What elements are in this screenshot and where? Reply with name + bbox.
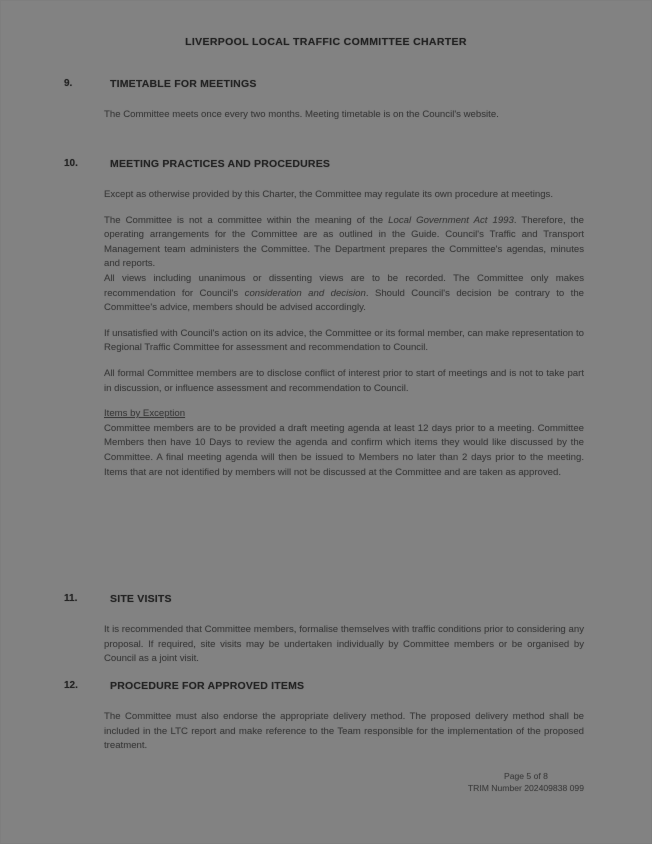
section-10-number: 10. bbox=[64, 158, 78, 169]
section-12-heading bbox=[0, 680, 652, 696]
act-ref-tail: . Therefore, the operating arrangements for the Committee are as outlined in the Guide. Council's Traffic and Transport Management team administers the Committee. The Department prepares the Committee's agendas, minutes and reports. bbox=[104, 214, 585, 270]
consideration-italic: consideration and decision bbox=[244, 287, 366, 299]
act-ref-lead: The Committee is not a committee within the meaning of the bbox=[104, 214, 389, 226]
section-11-body bbox=[104, 623, 584, 678]
section-12-number: 12. bbox=[64, 680, 78, 691]
trim-number-label: TRIM Number 202409838 099 bbox=[467, 782, 584, 793]
section-9-body bbox=[104, 108, 584, 134]
paragraph: The Committee must also endorse the appropriate delivery method. The proposed delivery method shall be included in the LTC report and make reference to the Team responsible for the implementation of the proposed treatment. bbox=[104, 711, 584, 752]
section-11-heading bbox=[0, 593, 652, 609]
page-number-label: Page 5 of 8 bbox=[503, 771, 548, 781]
section-10-heading bbox=[0, 158, 652, 174]
section-10 bbox=[0, 158, 652, 478]
paragraph: Except as otherwise provided by this Charter, the Committee may regulate its own procedure at meetings. bbox=[104, 189, 553, 200]
paragraph: It is recommended that Committee members, formalise themselves with traffic conditions prior to considering any proposal. If required, site visits may be undertaken individually by Committee members or be organised by Council as a joint visit. bbox=[104, 624, 584, 665]
section-11-title: SITE VISITS bbox=[110, 593, 172, 605]
section-9-heading bbox=[0, 78, 652, 94]
section-9-title: TIMETABLE FOR MEETINGS bbox=[110, 78, 257, 90]
page-footer bbox=[468, 771, 584, 794]
act-title-italic: Local Government Act 1993 bbox=[388, 214, 514, 226]
section-12-title: PROCEDURE FOR APPROVED ITEMS bbox=[110, 680, 305, 692]
document-title: LIVERPOOL LOCAL TRAFFIC COMMITTEE CHARTER bbox=[185, 36, 467, 48]
section-9 bbox=[0, 78, 652, 120]
paragraph-items-by-exception: Committee members are to be provided a draft meeting agenda at least 12 days prior to a meeting. Committee Members then have 10 Days to review the agenda and confirm which items they would like discussed by the Committee. A final meeting agenda will then be issued to Members no later than 2 days prior to the meeting. Items that are not identified by members will not be discussed at the Committee and are taken as approved. bbox=[104, 422, 584, 478]
section-9-number: 9. bbox=[64, 78, 73, 89]
paragraph-conflict-of-interest: All formal Committee members are to disclose conflict of interest prior to start of meetings and is not to take part in discussion, or influence assessment and recommendation to Council. bbox=[104, 367, 584, 394]
section-12-body bbox=[104, 710, 584, 765]
subheading-items-by-exception: Items by Exception bbox=[104, 408, 186, 420]
paragraph: The Committee meets once every two months. Meeting timetable is on the Council's website. bbox=[104, 109, 499, 120]
paragraph-representation: If unsatisfied with Council's action on its advice, the Committee or its formal member, can make representation to Regional Traffic Committee for assessment and recommendation to Council. bbox=[104, 327, 584, 354]
paragraph-act-reference bbox=[104, 214, 584, 272]
section-10-title: MEETING PRACTICES AND PROCEDURES bbox=[110, 158, 331, 170]
section-11 bbox=[0, 593, 652, 665]
section-12 bbox=[0, 680, 652, 752]
views-lead: All views including unanimous or dissenting views are to be recorded. The Committee only makes recommendation for Council's bbox=[104, 272, 584, 299]
section-10-body bbox=[104, 188, 584, 491]
views-tail: . Should Council's decision be contrary to the Committee's advice, members should be advised accordingly. bbox=[104, 287, 585, 314]
section-11-number: 11. bbox=[64, 593, 78, 604]
paragraph-views bbox=[104, 272, 584, 316]
